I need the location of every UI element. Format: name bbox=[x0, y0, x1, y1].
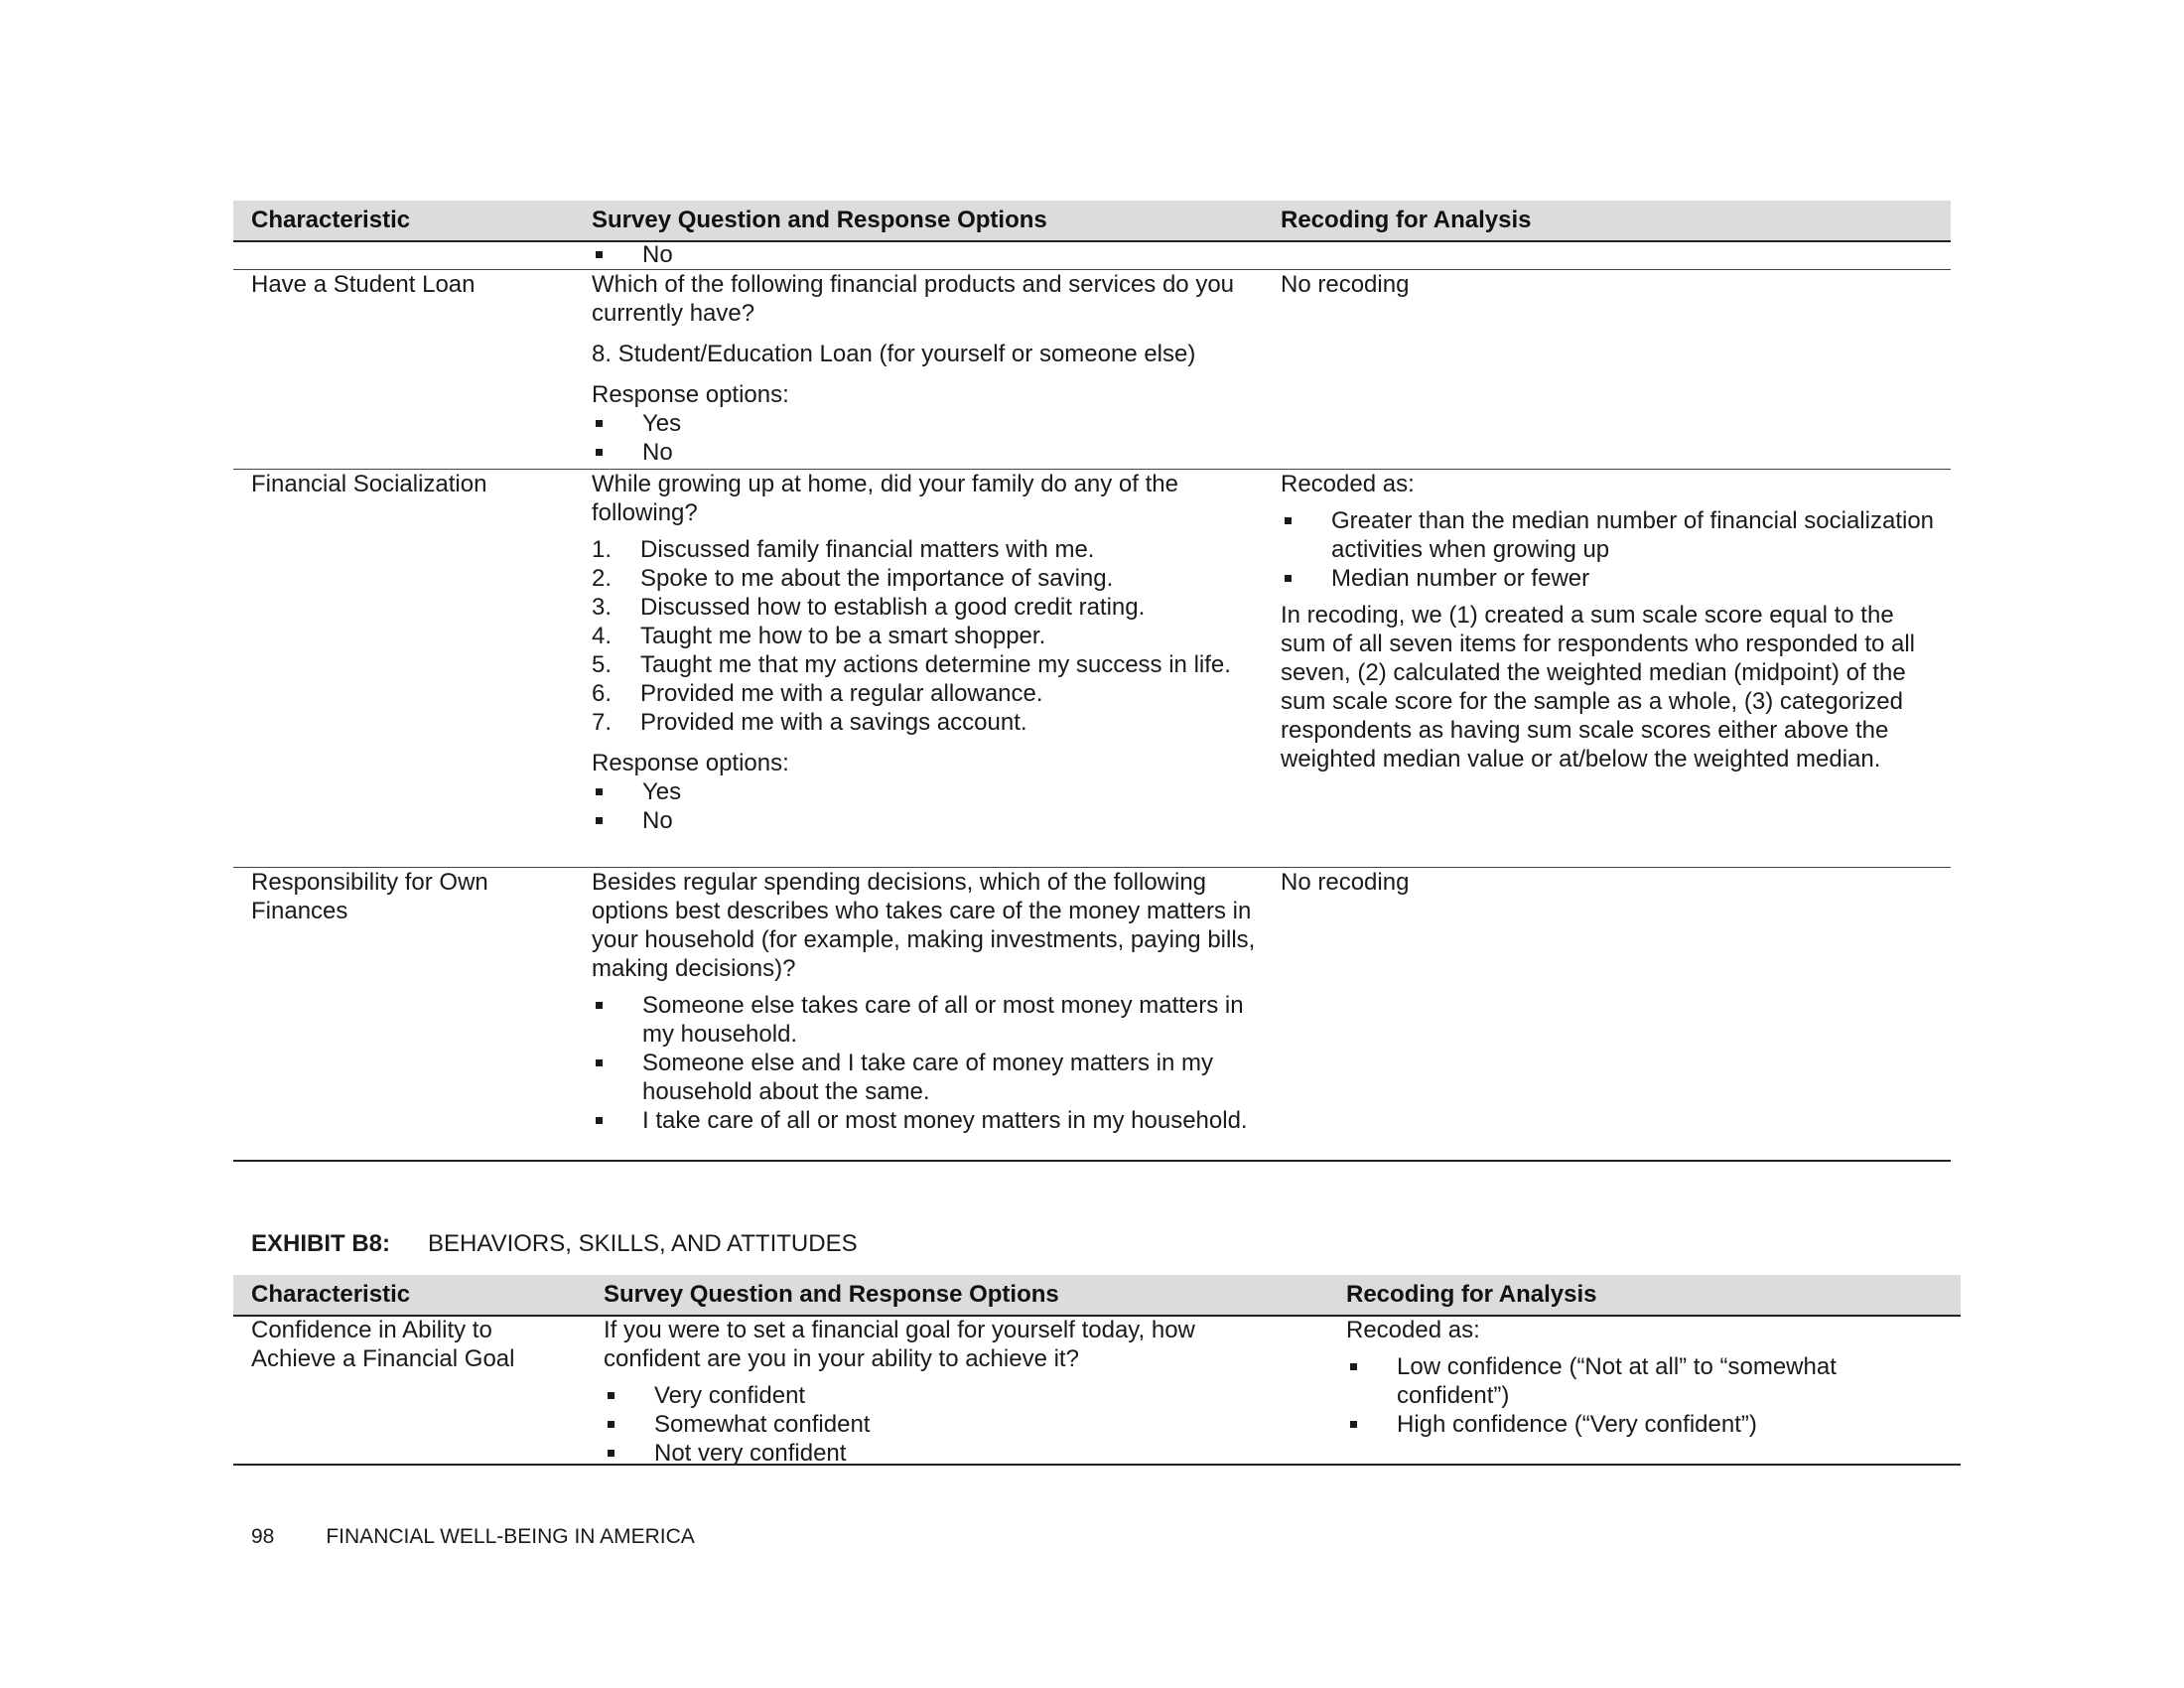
item-number: 1. bbox=[592, 536, 613, 563]
list-item: Someone else and I take care of money matters in my household about the same. bbox=[592, 1049, 1257, 1106]
list-item: No bbox=[592, 438, 1247, 467]
item-text: Discussed family financial matters with me. bbox=[640, 536, 1095, 563]
continued-options bbox=[592, 240, 1247, 269]
list-item: Median number or fewer bbox=[1281, 564, 1936, 593]
recoded-as-label: Recoded as: bbox=[1281, 471, 1415, 497]
table2-header-survey-question: Survey Question and Response Options bbox=[604, 1281, 1059, 1308]
recoded-as-label: Recoded as: bbox=[1346, 1317, 1480, 1343]
row-characteristic-responsibility: Responsibility for Own Finances bbox=[251, 869, 488, 924]
list-item bbox=[592, 650, 1247, 679]
question-text: Besides regular spending decisions, which of the following options best describes who takes care of the money matters in your household (for example, making investments, paying bills, making decisions)? bbox=[592, 869, 1256, 982]
list-item: High confidence (“Very confident”) bbox=[1346, 1410, 1882, 1439]
page-number: 98 bbox=[251, 1525, 275, 1548]
row-recoding-socialization bbox=[1281, 470, 1936, 774]
item-text: Discussed how to establish a good credit rating. bbox=[640, 594, 1146, 621]
running-title: FINANCIAL WELL-BEING IN AMERICA bbox=[326, 1525, 695, 1548]
row-recoding-student-loan: No recoding bbox=[1281, 271, 1410, 298]
table1-header-characteristic: Characteristic bbox=[251, 207, 411, 233]
item-number: 6. bbox=[592, 680, 613, 707]
table1-bottom-rule bbox=[233, 1160, 1951, 1162]
numbered-list bbox=[592, 535, 1247, 737]
exhibit-label: EXHIBIT B8: bbox=[251, 1230, 391, 1257]
list-item: I take care of all or most money matters in my household. bbox=[592, 1106, 1257, 1135]
item-number: 4. bbox=[592, 623, 613, 649]
list-item: No bbox=[592, 240, 1247, 269]
row-question-student-loan bbox=[592, 270, 1247, 467]
response-options-label: Response options: bbox=[592, 381, 789, 408]
row-question-confidence bbox=[604, 1316, 1259, 1468]
page-footer bbox=[251, 1524, 1145, 1550]
table1-header-recoding: Recoding for Analysis bbox=[1281, 207, 1532, 233]
row-characteristic-confidence: Confidence in Ability to Achieve a Financial Goal bbox=[251, 1317, 515, 1372]
question-text: While growing up at home, did your family do any of the following? bbox=[592, 471, 1178, 526]
exhibit-title: BEHAVIORS, SKILLS, AND ATTITUDES bbox=[428, 1230, 858, 1257]
table1-header-row bbox=[233, 201, 1951, 242]
row-recoding-confidence bbox=[1346, 1316, 1882, 1439]
row-question-socialization bbox=[592, 470, 1247, 835]
table2-header-characteristic: Characteristic bbox=[251, 1281, 411, 1308]
row-characteristic-student-loan: Have a Student Loan bbox=[251, 271, 476, 298]
list-item: Low confidence (“Not at all” to “somewhat confident”) bbox=[1346, 1352, 1882, 1410]
list-item bbox=[592, 708, 1247, 737]
list-item: Someone else takes care of all or most money matters in my household. bbox=[592, 991, 1257, 1049]
table2-header-recoding: Recoding for Analysis bbox=[1346, 1281, 1597, 1308]
row-characteristic-socialization: Financial Socialization bbox=[251, 471, 487, 497]
row-question-responsibility bbox=[592, 868, 1257, 1135]
list-item bbox=[592, 564, 1247, 593]
row-recoding-responsibility: No recoding bbox=[1281, 869, 1410, 896]
item-text: Taught me how to be a smart shopper. bbox=[640, 623, 1046, 649]
list-item bbox=[592, 535, 1247, 564]
exhibit-caption bbox=[251, 1229, 1442, 1258]
item-number: 5. bbox=[592, 651, 613, 678]
list-item: No bbox=[592, 806, 1247, 835]
item-text: Provided me with a savings account. bbox=[640, 709, 1027, 736]
table1-header-survey-question: Survey Question and Response Options bbox=[592, 207, 1047, 233]
item-text: Provided me with a regular allowance. bbox=[640, 680, 1043, 707]
item-text: Spoke to me about the importance of saving. bbox=[640, 565, 1114, 592]
question-text: If you were to set a financial goal for yourself today, how confident are you in your ability to achieve it? bbox=[604, 1317, 1195, 1372]
item-number: 3. bbox=[592, 594, 613, 621]
list-item: Very confident bbox=[604, 1381, 1259, 1410]
list-item: Yes bbox=[592, 777, 1247, 806]
item-text: Taught me that my actions determine my success in life. bbox=[640, 651, 1231, 678]
list-item bbox=[592, 622, 1247, 650]
list-item bbox=[592, 679, 1247, 708]
response-options-label: Response options: bbox=[592, 750, 789, 776]
list-item bbox=[592, 593, 1247, 622]
table2-header-row bbox=[233, 1275, 1961, 1317]
list-item: Not very confident bbox=[604, 1439, 1259, 1468]
list-item: Greater than the median number of financial socialization activities when growing up bbox=[1281, 506, 1936, 564]
list-item: Somewhat confident bbox=[604, 1410, 1259, 1439]
item-number: 2. bbox=[592, 565, 613, 592]
question-item: 8. Student/Education Loan (for yourself or someone else) bbox=[592, 341, 1196, 367]
question-text: Which of the following financial products and services do you currently have? bbox=[592, 271, 1235, 327]
list-item: Yes bbox=[592, 409, 1247, 438]
recoding-note: In recoding, we (1) created a sum scale score equal to the sum of all seven items for respondents who responded to all seven, (2) calculated the weighted median (midpoint) of the sum scale score for the sample as a whole, (3) categorized respondents as having sum scale scores either above the weighted median value or at/below the weighted median. bbox=[1281, 602, 1916, 773]
item-number: 7. bbox=[592, 709, 613, 736]
table2-bottom-rule bbox=[233, 1464, 1961, 1466]
